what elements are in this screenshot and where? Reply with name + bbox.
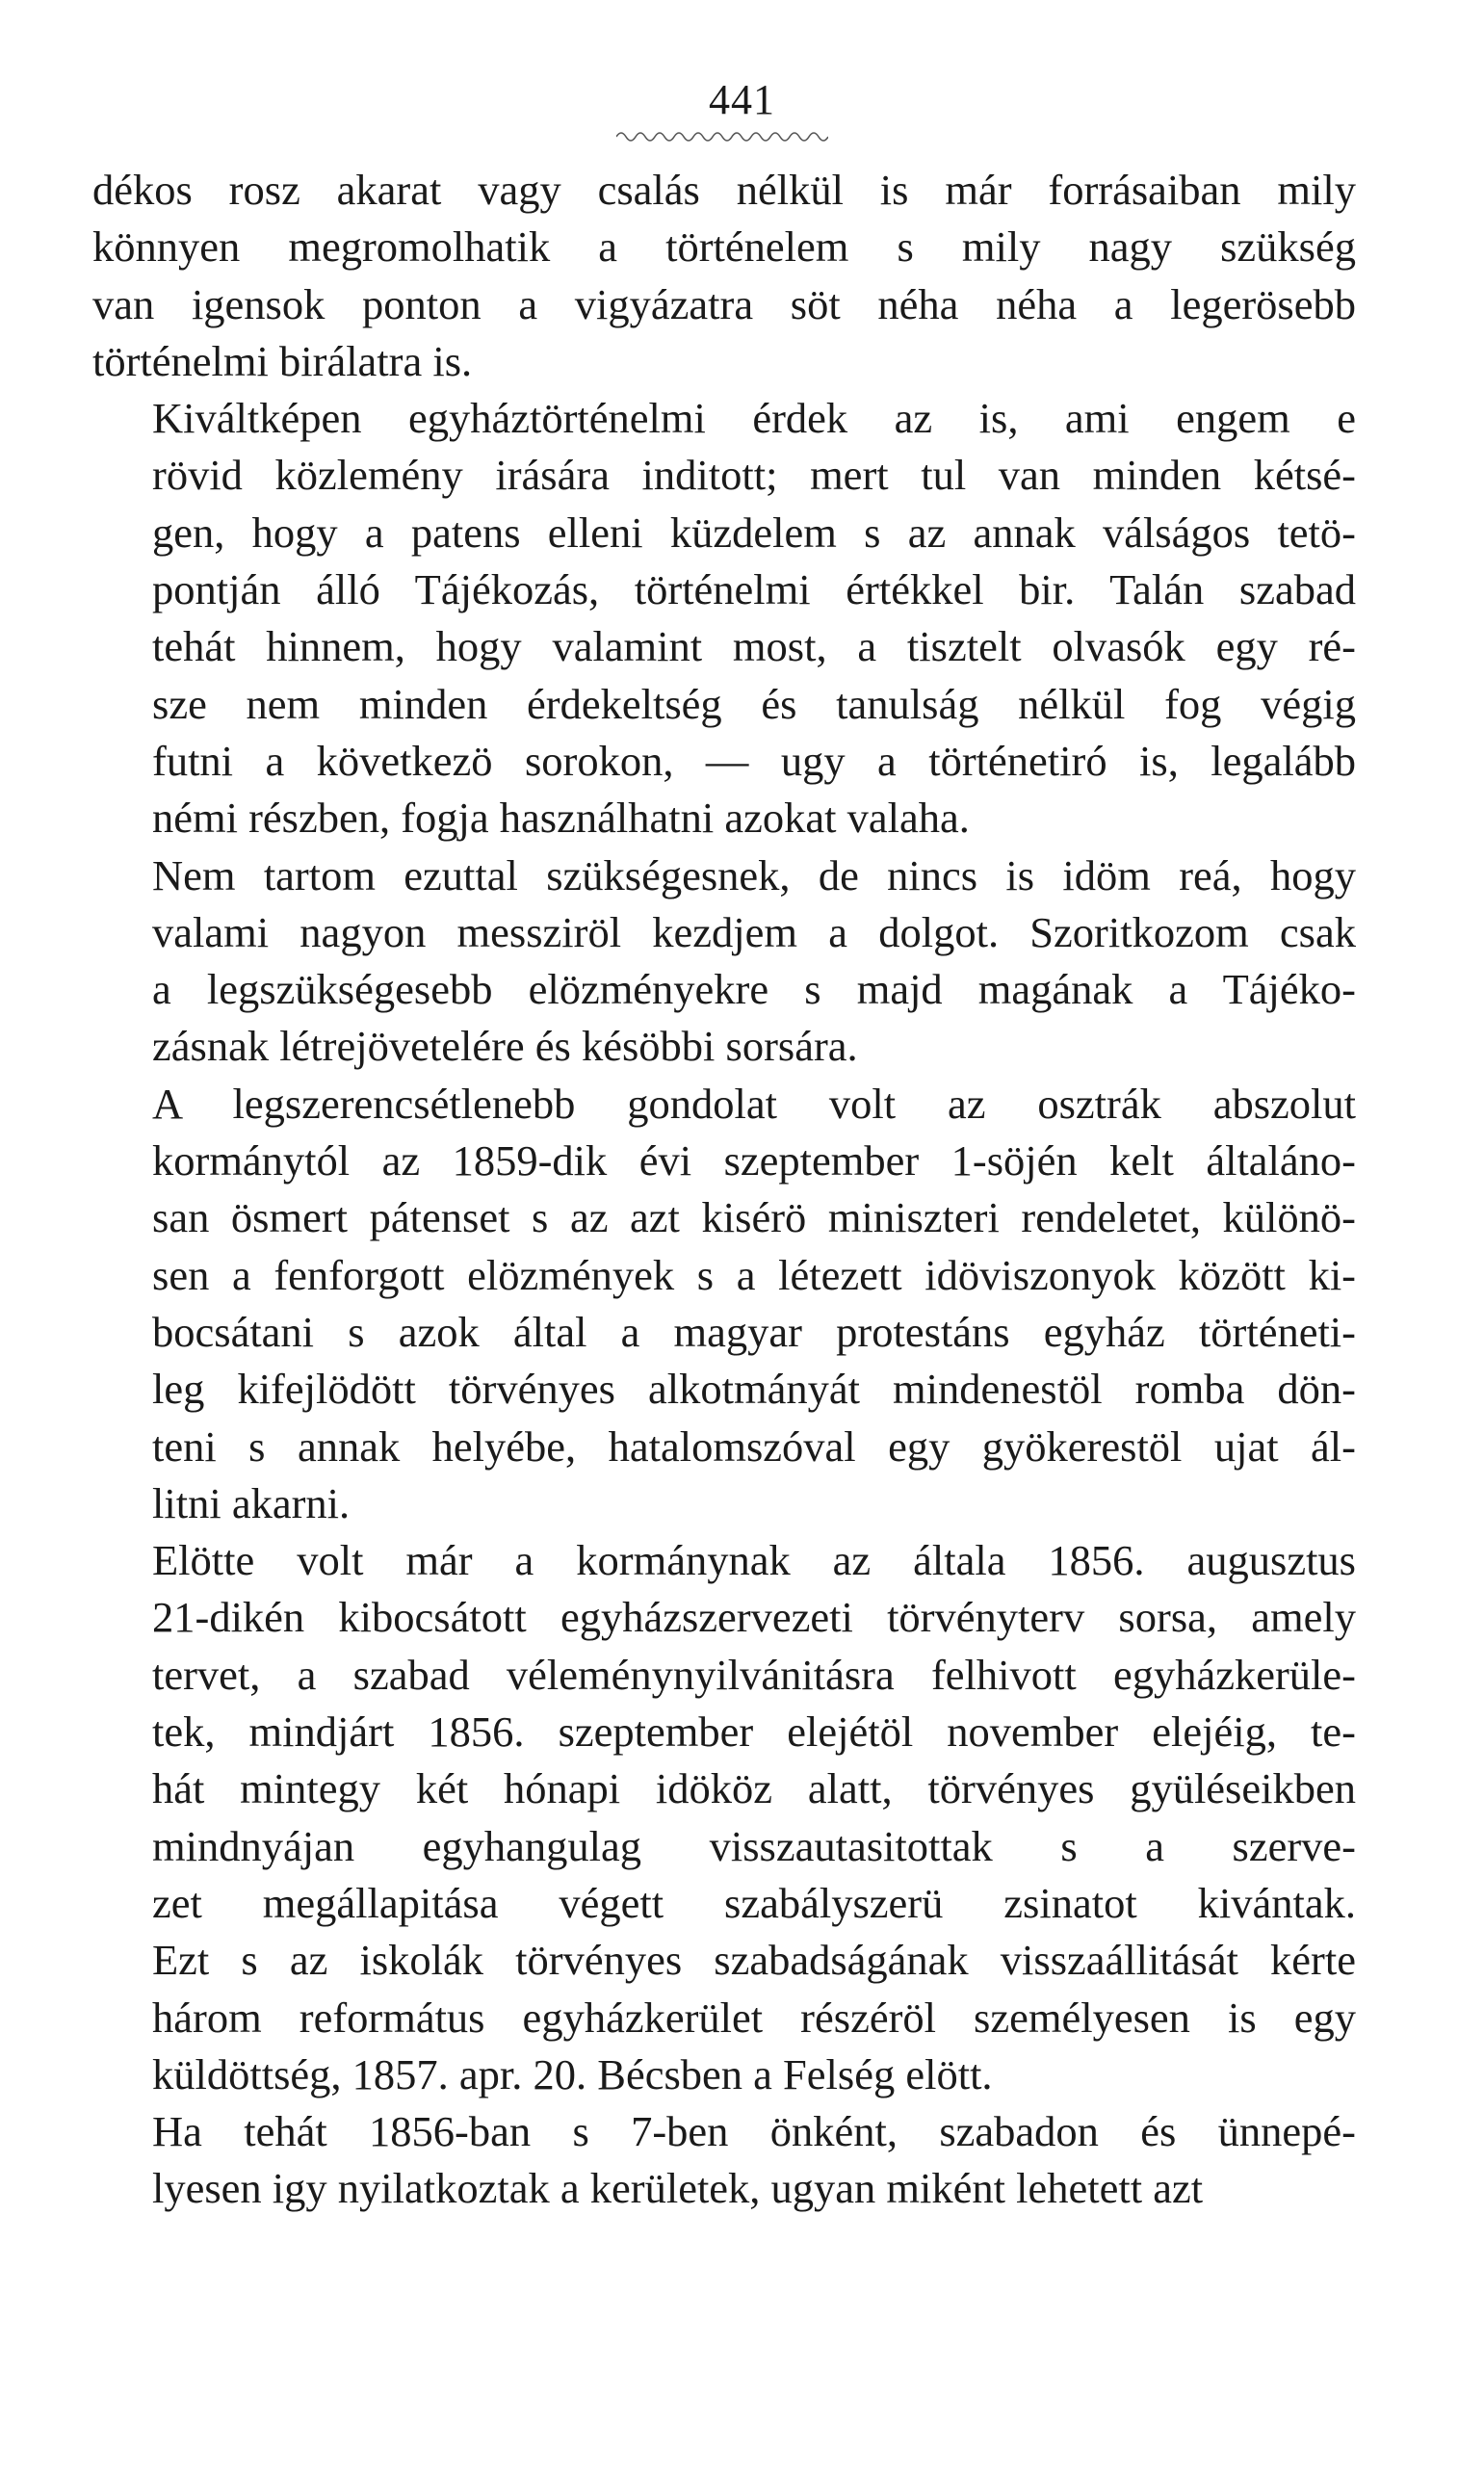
text-line: történelmi birálatra is.: [92, 336, 473, 385]
text-line: gen, hogy a patens elleni küzdelem s az annak válságos tetö-: [152, 508, 1356, 557]
text-line: zet megállapitása végett szabályszerü zsinatot kivántak.: [152, 1878, 1356, 1927]
text-line: teni s annak helyébe, hatalomszóval egy gyökerestöl ujat ál-: [152, 1421, 1356, 1471]
text-line: leg kifejlödött törvényes alkotmányát mindenestöl romba dön-: [152, 1365, 1356, 1414]
text-line: küldöttség, 1857. apr. 20. Bécsben a Felség elött.: [152, 2049, 993, 2098]
text-line: dékos rosz akarat vagy csalás nélkül is már forrásaiban mily: [92, 166, 1356, 214]
paragraph: [92, 390, 1356, 847]
text-line: Ha tehát 1856-ban s 7-ben önként, szabadon és ünnepé-: [152, 2107, 1356, 2156]
text-line: zásnak létrejövetelére és késöbbi sorsára.: [152, 1022, 858, 1071]
paragraph: [92, 1076, 1356, 1532]
text-line: három református egyházkerület részéröl személyesen is egy: [152, 1993, 1356, 2042]
page-number: 441: [709, 76, 775, 123]
text-line: a legszükségesebb elözményekre s majd magának a Tájéko-: [152, 965, 1356, 1014]
text-line: sze nem minden érdekeltség és tanulság nélkül fog végig: [152, 679, 1356, 728]
text-line: tek, mindjárt 1856. szeptember elejétöl november elejéig, te-: [152, 1707, 1356, 1757]
text-line: 21-dikén kibocsátott egyházszervezeti törvényterv sorsa, amely: [152, 1593, 1356, 1642]
text-line: mindnyájan egyhangulag visszautasitottak s a szerve-: [152, 1821, 1356, 1870]
text-line: némi részben, fogja használhatni azokat valaha.: [152, 794, 970, 843]
text-line: futni a következö sorokon, — ugy a történetiró is, legalább: [152, 736, 1356, 785]
text-line: kormánytól az 1859-dik évi szeptember 1-söjén kelt általáno-: [152, 1136, 1356, 1186]
body-text: [92, 162, 1356, 2218]
text-line: Kiváltképen egyháztörténelmi érdek az is, ami engem e: [152, 394, 1356, 443]
text-line: sen a fenforgott elözmények s a létezett idöviszonyok között ki-: [152, 1250, 1356, 1299]
text-line: Nem tartom ezuttal szükségesnek, de nincs is idöm reá, hogy: [152, 850, 1356, 899]
text-line: A legszerencsétlenebb gondolat volt az osztrák abszolut: [152, 1079, 1356, 1128]
text-line: san ösmert pátenset s az azt kisérö miniszteri rendeletet, különö-: [152, 1193, 1356, 1242]
text-line: pontján álló Tájékozás, történelmi értékkel bir. Talán szabad: [152, 565, 1356, 614]
text-line: lyesen igy nyilatkoztak a kerületek, ugyan miként lehetett azt: [152, 2164, 1204, 2213]
text-line: Ezt s az iskolák törvényes szabadságának visszaállitását kérte: [152, 1936, 1356, 1985]
text-line: bocsátani s azok által a magyar protestáns egyház történeti-: [152, 1307, 1356, 1356]
text-line: valami nagyon messziröl kezdjem a dolgot. Szoritkozom csak: [152, 907, 1356, 956]
text-line: hát mintegy két hónapi idököz alatt, törvényes gyüléseikben: [152, 1764, 1356, 1813]
text-line: könnyen megromolhatik a történelem s mily nagy szükség: [92, 222, 1356, 272]
paragraph: [92, 162, 1356, 390]
text-line: Elötte volt már a kormánynak az általa 1856. augusztus: [152, 1536, 1356, 1585]
paragraph: [92, 2103, 1356, 2218]
paragraph: [92, 847, 1356, 1076]
text-line: van igensok ponton a vigyázatra söt néha néha a legerösebb: [92, 279, 1356, 328]
text-line: tehát hinnem, hogy valamint most, a tisztelt olvasók egy ré-: [152, 622, 1356, 671]
header-ornament-icon: [616, 125, 828, 144]
paragraph: [92, 1532, 1356, 2103]
text-line: litni akarni.: [152, 1478, 351, 1527]
text-line: tervet, a szabad véleménynyilvánitásra felhivott egyházkerüle-: [152, 1650, 1356, 1699]
text-line: rövid közlemény irására inditott; mert tul van minden kétsé-: [152, 451, 1356, 500]
